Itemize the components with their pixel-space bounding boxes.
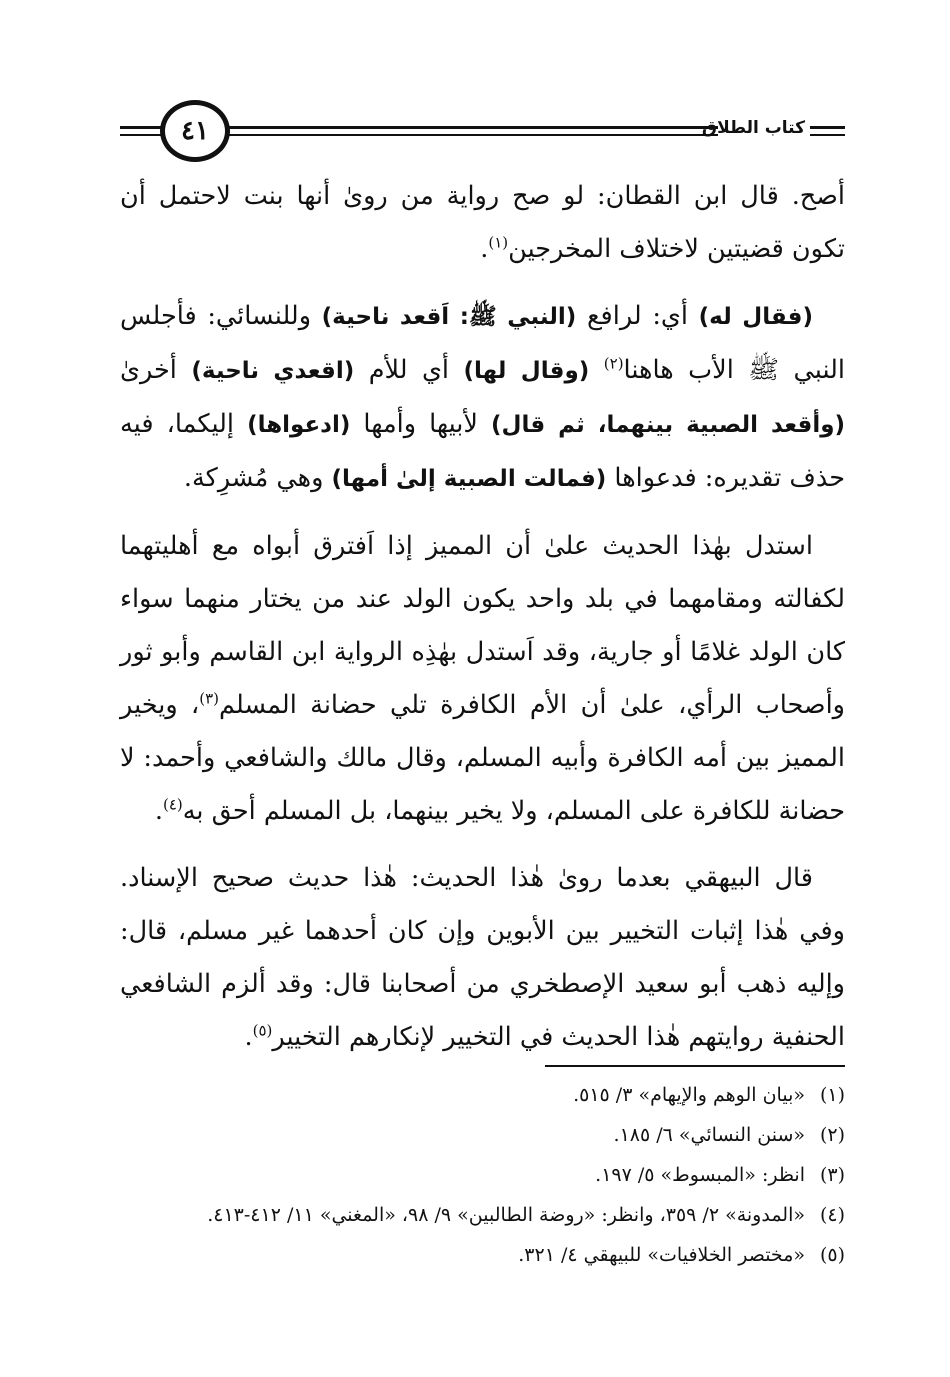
footnote-ref: (١): [488, 233, 509, 252]
footnote-number: (٥): [819, 1244, 845, 1266]
page-header: [120, 98, 845, 168]
footnote-number: (٢): [819, 1124, 845, 1146]
footnote-number: (٤): [819, 1204, 845, 1226]
text: وللنسائي: فأجلس النبي ﷺ الأب هاهنا: [120, 301, 846, 385]
header-rule-left-bottom: [120, 134, 164, 136]
paragraph-1: [120, 170, 845, 276]
header-rule-far-right-top: [810, 126, 845, 129]
text: استدل بهٰذا الحديث علىٰ أن المميز إذا اَفترق أبواه مع أهليتهما لكفالته ومقامهما في بلد واحد يكون الولد عند من يختار منهما سواء كان الولد غلامًا أو جارية، وقد اَستدل بهٰذِه الرواية ابن القاسم وأبو ثور وأصحاب الرأي، علىٰ أن الأم الكافرة تلي حضانة المسلم: [120, 531, 845, 720]
quoted-hadith: (وأقعد الصبية بينهما، ثم قال): [491, 412, 846, 438]
footnote-ref: (٤): [162, 795, 183, 814]
footnote-text: «بيان الوهم والإيهام» ٣/ ٥١٥.: [573, 1084, 805, 1106]
text: .: [244, 1022, 253, 1052]
text: لأبيها وأمها: [350, 409, 491, 439]
footnote-text: «سنن النسائي» ٦/ ١٨٥.: [613, 1124, 805, 1146]
text: قال البيهقي بعدما روىٰ هٰذا الحديث: هٰذا حديث صحيح الإسناد. وفي هٰذا إثبات التخيير بين الأبوين وإن كان أحدهما غير مسلم، قال: وإليه ذهب أبو سعيد الإصطخري من أصحابنا قال: وقد ألزم الشافعي الحنفية روايتهم هٰذا الحديث في التخيير لإنكارهم التخيير: [120, 863, 845, 1052]
footnote-ref: (٢): [603, 354, 624, 373]
text: أي للأم: [354, 355, 464, 385]
footnote-ref: (٣): [199, 689, 220, 708]
text: أي: لرافع: [576, 301, 699, 331]
footnote-text: انظر: «المبسوط» ٥/ ١٩٧.: [595, 1164, 805, 1186]
footnote-number: (١): [819, 1084, 845, 1106]
footnote-text: «المدونة» ٢/ ٣٥٩، وانظر: «روضة الطالبين» ٩/ ٩٨، «المغني» ١١/ ٤١٢-٤١٣.: [207, 1204, 805, 1226]
footnotes: [120, 1075, 845, 1275]
footnote-ref: (٥): [252, 1021, 273, 1040]
header-rule-left-top: [120, 126, 164, 129]
quoted-hadith: (فقال له): [698, 304, 813, 330]
quoted-hadith: (فمالت الصبية إلىٰ أمها): [331, 466, 607, 492]
footnote-separator: [545, 1065, 845, 1067]
running-title: كتاب الطلاق: [701, 118, 805, 138]
text: إليكما، فيه حذف تقديره: فدعواها: [120, 409, 845, 493]
footnote-3: [120, 1155, 845, 1195]
quoted-hadith: (ادعواها): [247, 412, 351, 438]
paragraph-4: [120, 852, 845, 1064]
main-text: [120, 170, 845, 1078]
footnote-1: [120, 1075, 845, 1115]
text: أخرىٰ: [120, 355, 192, 385]
quoted-hadith: (اقعدي ناحية): [191, 358, 355, 384]
text: .: [154, 796, 163, 826]
paragraph-2: [120, 290, 845, 506]
footnote-2: [120, 1115, 845, 1155]
text: .: [480, 234, 489, 264]
footnote-number: (٣): [819, 1164, 845, 1186]
page-number: ٤١: [160, 100, 230, 162]
quoted-hadith: (النبي ﷺ: اَقعد ناحية): [321, 304, 577, 330]
header-rule-right-bottom: [228, 134, 718, 136]
text: وهي مُشرِكة.: [183, 463, 332, 493]
paragraph-3: [120, 520, 845, 838]
text: [589, 355, 603, 385]
text: أصح. قال ابن القطان: لو صح رواية من روىٰ أنها بنت لاحتمل أن تكون قضيتين لاختلاف المخرجين: [120, 181, 845, 264]
footnote-5: [120, 1235, 845, 1275]
quoted-hadith: (وقال لها): [463, 358, 590, 384]
footnote-text: «مختصر الخلافيات» للبيهقي ٤/ ٣٢١.: [518, 1244, 805, 1266]
header-rule-far-right-bottom: [810, 134, 845, 136]
text: ، ويخير المميز بين أمه الكافرة وأبيه المسلم، وقال مالك والشافعي وأحمد: لا حضانة للكافرة على المسلم، ولا يخير بينهما، بل المسلم أحق به: [120, 690, 845, 826]
header-rule-right-top: [228, 126, 718, 129]
footnote-4: [120, 1195, 845, 1235]
